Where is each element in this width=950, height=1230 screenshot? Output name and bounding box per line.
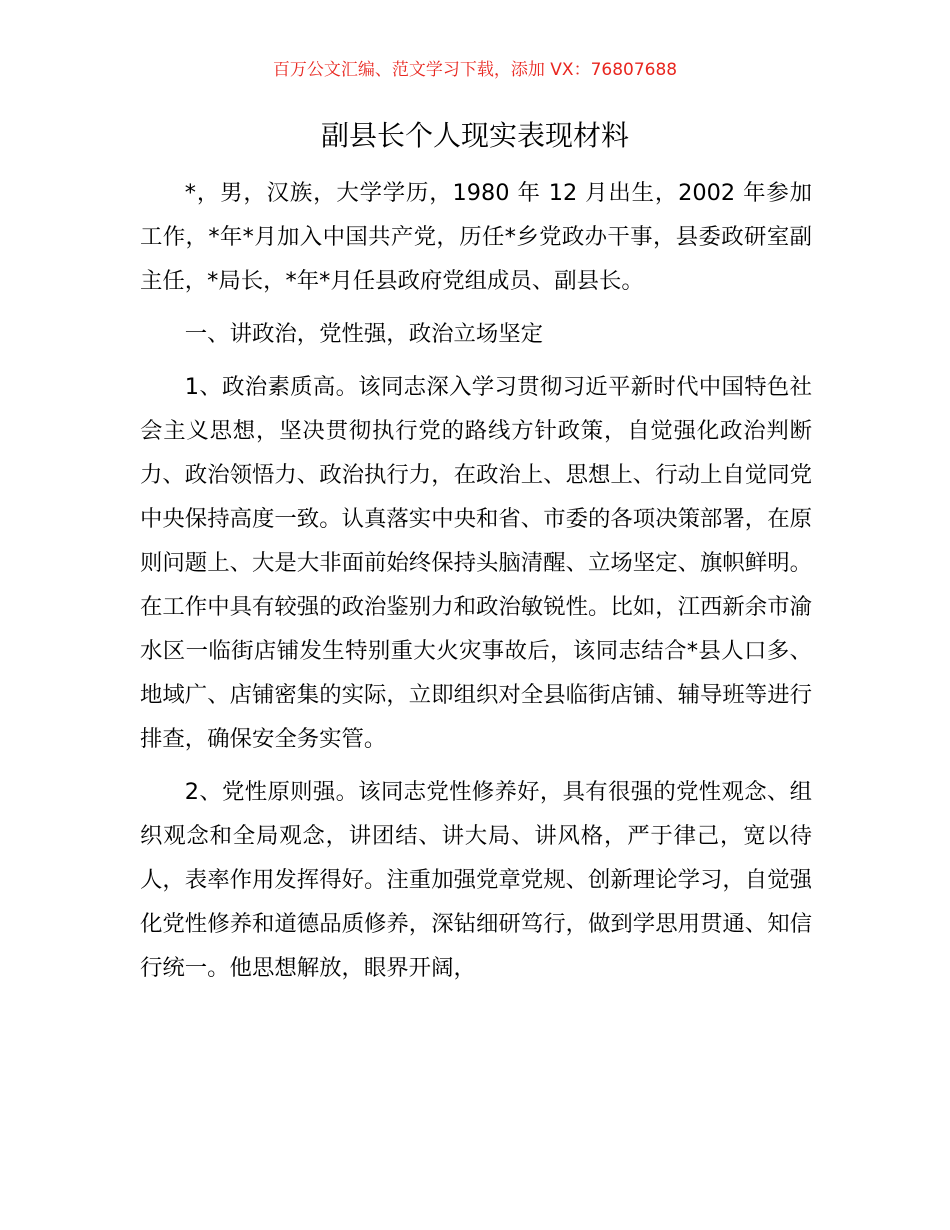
paragraph-party-principle: 2、党性原则强。该同志党性修养好，具有很强的党性观念、组织观念和全局观念，讲团结、讲大局、讲风格，严于律己，宽以待人，表率作用发挥得好。注重加强党章党规、创新理论学习，自觉强化党性修养和道德品质修养，深钻细研笃行，做到学思用贯通、知信行统一。他思想解放，眼界开阔，	[140, 779, 812, 981]
paragraph-political-quality: 1、政治素质高。该同志深入学习贯彻习近平新时代中国特色社会主义思想，坚决贯彻执行党的路线方针政策，自觉强化政治判断力、政治领悟力、政治执行力，在政治上、思想上、行动上自觉同党中央保持高度一致。认真落实中央和省、市委的各项决策部署，在原则问题上、大是大非面前始终保持头脑清醒、立场坚定、旗帜鲜明。在工作中具有较强的政治鉴别力和政治敏锐性。比如，江西新余市渝水区一临街店铺发生特别重大火灾事故后，该同志结合*县人口多、地域广、店铺密集的实际，立即组织对全县临街店铺、辅导班等进行排查，确保安全务实管。	[140, 374, 812, 752]
header-banner: 百万公文汇编、范文学习下载，添加 VX：76807688	[272, 60, 678, 80]
paragraph-intro: *，男，汉族，大学学历，1980 年 12 月出生，2002 年参加工作，*年*月加入中国共产党，历任*乡党政办干事，县委政研室副主任，*局长，*年*月任县政府党组成员、副县长。	[140, 180, 812, 294]
document-body	[140, 171, 812, 990]
document-title: 副县长个人现实表现材料	[320, 119, 629, 152]
section-heading-1: 一、讲政治，党性强，政治立场坚定	[184, 321, 544, 347]
